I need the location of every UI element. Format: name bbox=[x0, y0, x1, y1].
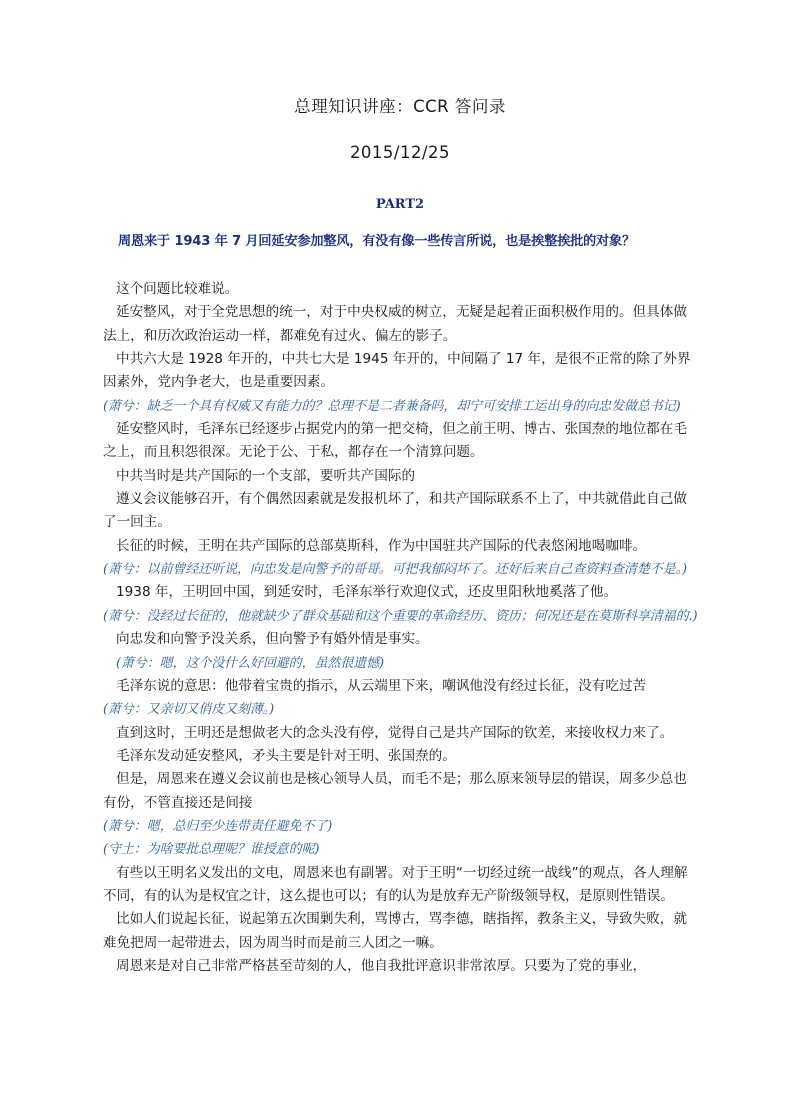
comment-paragraph: (萧兮：嗯，总归至少连带责任避免不了) bbox=[103, 818, 333, 834]
body-paragraph: 但是，周恩来在遵义会议前也是核心领导人员，而毛不是；那么原来领导层的错误，周多少总也有份，不管直接还是间接 bbox=[103, 771, 687, 811]
comment-paragraph: (萧兮：嗯，这个没什么好回避的，虽然很遗憾) bbox=[116, 655, 384, 671]
body-paragraph: 向忠发和向警予没关系，但向警予有婚外情是事实。 bbox=[116, 631, 429, 648]
comment-paragraph: (萧兮：没经过长征的，他就缺少了群众基础和这个重要的革命经历、资历；何况还是在莫斯科享清福的.) bbox=[103, 608, 698, 624]
body-paragraph: 中共六大是 1928 年开的，中共七大是 1945 年开的，中间隔了 17 年，是很不正常的除了外界因素外，党内争老大，也是重要因素。 bbox=[103, 351, 691, 391]
document-title: 总理知识讲座：CCR 答问录 bbox=[294, 97, 506, 116]
comment-paragraph: (萧兮：以前曾经还听说，向忠发是向警予的哥哥。可把我郁闷坏了。还好后来自己查资料查清楚不是。) bbox=[103, 562, 687, 578]
body-paragraph: 这个问题比较难说。 bbox=[116, 281, 239, 297]
body-paragraph: 1938 年，王明回中国，到延安时，毛泽东举行欢迎仪式，还皮里阳秋地奚落了他。 bbox=[116, 584, 618, 601]
comment-paragraph: (萧兮：缺乏一个具有权威又有能力的？总理不是二者兼备吗，却宁可安排工运出身的向忠发做总书记) bbox=[103, 398, 681, 414]
body-paragraph: 遵义会议能够召开，有个偶然因素就是发报机坏了，和共产国际联系不上了，中共就借此自己做了一回主。 bbox=[103, 491, 687, 531]
body-paragraph: 比如人们说起长征，说起第五次围剿失利，骂博古，骂李德，瞎指挥，教条主义，导致失败，就难免把周一起带进去，因为周当时而是前三人团之一嘛。 bbox=[103, 911, 687, 951]
body-paragraph: 延安整风，对于全党思想的统一，对于中央权威的树立，无疑是起着正面积极作用的。但具体做法上，和历次政治运动一样，都难免有过火、偏左的影子。 bbox=[103, 304, 687, 344]
comment-paragraph: (守土：为啥要批总理呢？谁授意的呢) bbox=[103, 842, 320, 858]
body-paragraph: 周恩来是对自己非常严格甚至苛刻的人，他自我批评意识非常浓厚。只要为了党的事业， bbox=[116, 957, 647, 974]
body-paragraph: 毛泽东发动延安整风，矛头主要是针对王明、张国焘的。 bbox=[116, 747, 456, 764]
document-body bbox=[103, 278, 699, 978]
body-paragraph: 毛泽东说的意思：他带着宝贵的指示，从云端里下来，嘲讽他没有经过长征，没有吃过苦 bbox=[116, 677, 647, 694]
body-paragraph: 中共当时是共产国际的一个支部，要听共产国际的 bbox=[116, 467, 416, 484]
body-paragraph: 直到这时，王明还是想做老大的念头没有停，觉得自己是共产国际的钦差，来接收权力来了。 bbox=[116, 724, 674, 741]
body-paragraph: 延安整风时，毛泽东已经逐步占据党内的第一把交椅，但之前王明、博古、张国焘的地位都在毛之上，而且积怨很深。无论于公、于私，都存在一个清算问题。 bbox=[103, 421, 687, 461]
part-heading: PART2 bbox=[375, 197, 425, 212]
question-heading: 周恩来于 1943 年 7 月回延安参加整风，有没有像一些传言所说，也是挨整挨批的对象？ bbox=[118, 234, 636, 249]
body-paragraph: 有些以王明名义发出的文电，周恩来也有副署。对于王明“一切经过统一战线”的观点，各人理解不同，有的认为是权宜之计，这么提也可以；有的认为是放弃无产阶级领导权，是原则性错误。 bbox=[103, 864, 688, 904]
document-date: 2015/12/25 bbox=[349, 143, 451, 162]
body-paragraph: 长征的时候，王明在共产国际的总部莫斯科，作为中国驻共产国际的代表悠闲地喝咖啡。 bbox=[116, 537, 647, 554]
comment-paragraph: (萧兮：又亲切又俏皮又刻薄。) bbox=[103, 702, 275, 718]
